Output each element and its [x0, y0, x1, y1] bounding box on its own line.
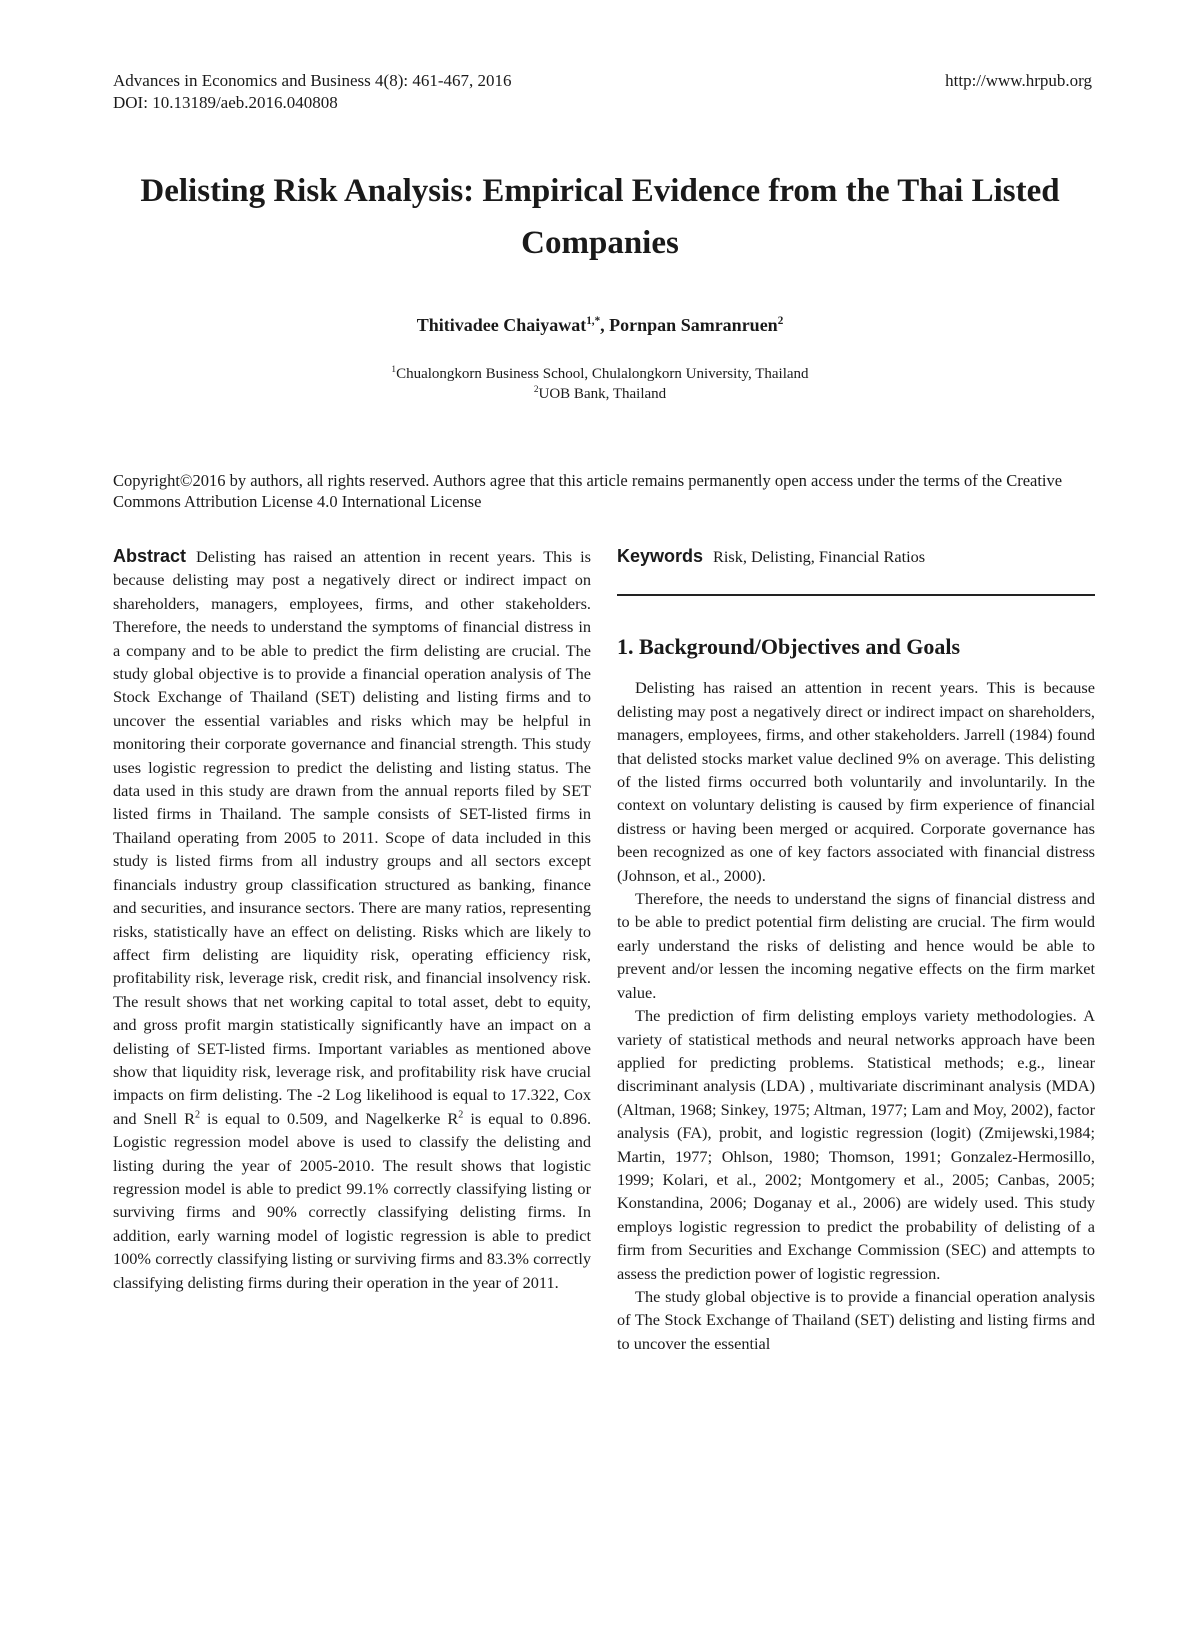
affiliations [100, 364, 1100, 404]
author-name: Thitivadee Chaiyawat [416, 315, 587, 335]
copyright-notice: Copyright©2016 by authors, all rights reserved. Authors agree that this article remains permanently open access under the terms of the Creative Commons Attribution License 4.0 International License [113, 471, 1063, 511]
doi: DOI: 10.13189/aeb.2016.040808 [113, 93, 338, 112]
abstract [113, 545, 591, 1294]
body-paragraph: The study global objective is to provide a financial operation analysis of The Stock Exchange of Thailand (SET) delisting and listing firms and to uncover the essential [617, 1286, 1095, 1353]
abstract-text: is equal to 0.509, and Nagelkerke R [200, 1108, 459, 1128]
right-column [617, 545, 1095, 1355]
journal-url[interactable]: http://www.hrpub.org [945, 71, 1092, 90]
affiliation-text: UOB Bank, Thailand [538, 386, 667, 402]
superscript: 2 [458, 1109, 464, 1121]
left-column [113, 545, 591, 1294]
keywords-label: Keywords [617, 546, 704, 566]
superscript: 2 [194, 1109, 200, 1121]
keywords-divider [617, 594, 1095, 596]
author-name: Pornpan Samranruen [609, 315, 778, 335]
author-list [100, 312, 1100, 338]
affiliation-mark: 2 [533, 385, 539, 395]
affiliation-text: Chualongkorn Business School, Chulalongkorn University, Thailand [396, 366, 809, 382]
author-affiliation-mark: 2 [777, 315, 784, 327]
body-paragraph: The prediction of firm delisting employs variety methodologies. A variety of statistical methods and neural networks approach have been applied for predicting problems. Statistical methods; e.g., linear discriminant analysis (LDA) , multivariate discriminant analysis (MDA) (Altman, 1968; Sinkey, 1975; Altman, 1977; Lam and Moy, 2002), factor analysis (FA), probit, and logistic regression (logit) (Zmijewski,1984; Martin, 1977; Ohlson, 1980; Thomson, 1991; Gonzalez-Hermosillo, 1999; Kolari, et al., 2002; Montgomery et al., 2005; Canbas, 2005; Konstandina, 2006; Doganay et al., 2006) are widely used. This study employs logistic regression to predict the probability of delisting of a firm from Securities and Exchange Commission (SEC) and attempts to assess the prediction power of logistic regression. [617, 1006, 1095, 1283]
journal-header [113, 70, 512, 114]
keywords [617, 545, 1095, 568]
journal-citation: Advances in Economics and Business 4(8): 461-467, 2016 [113, 71, 512, 90]
paper-title: Delisting Risk Analysis: Empirical Evidence from the Thai Listed Companies [140, 173, 1060, 261]
affiliation-mark: 1 [391, 365, 397, 375]
author-affiliation-mark: 1,* [586, 315, 601, 327]
section-heading: 1. Background/Objectives and Goals [617, 634, 961, 660]
body-paragraph: Therefore, the needs to understand the signs of financial distress and to be able to predict potential firm delisting are crucial. The firm would early understand the risks of delisting and hence would be able to prevent and/or lessen the incoming negative effects on the firm market value. [617, 889, 1095, 1002]
abstract-text: is equal to 0.896. Logistic regression model above is used to classify the delisting and listing during the year of 2005-2010. The result shows that logistic regression model is able to predict 99.1% correctly classifying listing or surviving firms and 90% correctly classifying delisting firms. In addition, early warning model of logistic regression is able to predict 100% correctly classifying listing or surviving firms and 83.3% correctly classifying delisting firms during their operation in the year of 2011. [113, 1108, 592, 1292]
abstract-label: Abstract [113, 546, 187, 566]
affiliation-line [100, 384, 1100, 404]
body-paragraph: Delisting has raised an attention in recent years. This is because delisting may post a negatively direct or indirect impact on shareholders, managers, employees, firms, and other stakeholders. Jarrell (1984) found that delisted stocks market value declined 9% on average. This delisting of the listed firms occurred both voluntarily and involuntarily. In the context on voluntary delisting is caused by firm experience of financial distress or having been merged or acquired. Corporate governance has been recognized as one of key factors associated with financial distress (Johnson, et al., 2000). [617, 678, 1095, 885]
keywords-text: Risk, Delisting, Financial Ratios [713, 547, 926, 566]
author-separator: , [600, 315, 610, 335]
abstract-text: Delisting has raised an attention in recent years. This is because delisting may post a negatively direct or indirect impact on shareholders, managers, employees, firms, and other stakeholders. Therefore, the needs to understand the symptoms of financial distress in a company and to be able to predict the firm delisting are crucial. The study global objective is to provide a financial operation analysis of The Stock Exchange of Thailand (SET) delisting and listing firms and to uncover the essential variables and risks which may be helpful in monitoring their corporate governance and financial strength. This study uses logistic regression to predict the delisting and listing status. The data used in this study are drawn from the annual reports filed by SET listed firms in Thailand. The sample consists of SET-listed firms in Thailand operating from 2005 to 2011. Scope of data included in this study is listed firms from all industry groups and all sectors except financials industry group classification structured as banking, finance and securities, and insurance sectors. There are many ratios, representing risks, statistically have an effect on delisting. Risks which are likely to affect firm delisting are liquidity risk, operating efficiency risk, profitability risk, leverage risk, credit risk, and financial insolvency risk. The result shows that net working capital to total asset, debt to equity, and gross profit margin statistically significantly have an impact on a delisting of SET-listed firms. Important variables as mentioned above show that liquidity risk, leverage risk, and profitability risk have crucial impacts on firm delisting. The -2 Log likelihood is equal to 17.322, Cox and Snell R [113, 547, 591, 1128]
affiliation-line [100, 364, 1100, 384]
